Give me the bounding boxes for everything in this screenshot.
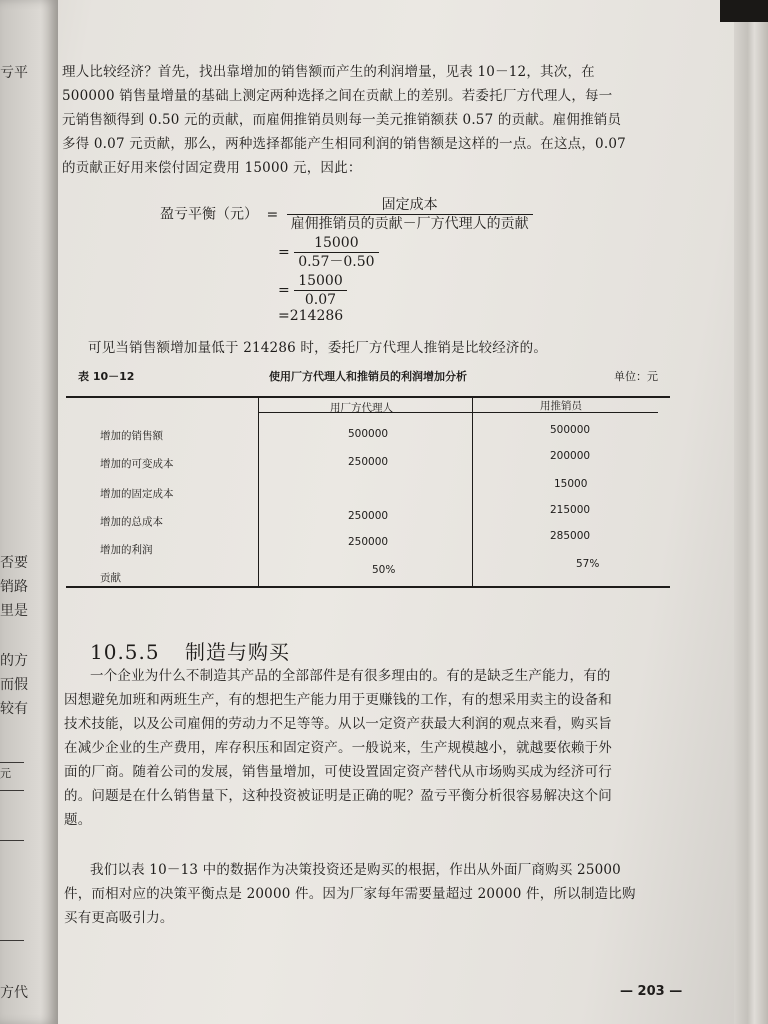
formula-fraction [294, 234, 378, 271]
cell-salesman: 57% [576, 558, 600, 570]
fraction-denominator: 0.07 [304, 292, 337, 308]
left-rule [0, 790, 24, 791]
text-line: 件，而相对应的决策平衡点是 20000 件。因为厂家每年需要量超过 20000 件，所以制造比购 [64, 886, 636, 902]
left-fragment: 否要 [0, 555, 28, 571]
formula-equals: = [278, 282, 290, 299]
text-line: 在减少企业的生产费用，库存积压和固定资产。一般说来，生产规模越小，就越要依赖于外 [64, 740, 612, 756]
text-line: 因想避免加班和两班生产，有的想把生产能力用于更赚钱的工作，有的想采用卖主的设备和 [64, 692, 612, 708]
table-unit: 单位：元 [614, 370, 658, 383]
cell-salesman: 15000 [554, 478, 588, 490]
text-line: 买有更高吸引力。 [64, 910, 174, 926]
table-header-salesman: 用推销员 [540, 400, 582, 412]
cell-agent: 250000 [348, 510, 389, 522]
cell-agent: 250000 [348, 536, 389, 548]
row-label: 增加的固定成本 [100, 488, 174, 500]
table-header-rule [258, 412, 658, 413]
cell-salesman: 200000 [550, 450, 591, 462]
cell-salesman: 500000 [550, 424, 591, 436]
left-rule [0, 940, 24, 941]
left-fragment: 的方 [0, 653, 28, 669]
fraction-denominator: 0.57－0.50 [298, 254, 375, 270]
text-line: 面的厂商。随着公司的发展，销售量增加，可使设置固定资产替代从市场购买成为经济可行 [64, 764, 612, 780]
left-fragment: 方代 [0, 985, 28, 1001]
formula-lhs: 盈亏平衡（元） [160, 206, 258, 223]
cell-agent: 50% [372, 564, 396, 576]
paragraph-intro [62, 60, 698, 180]
conclusion-line [88, 336, 724, 360]
left-rule [0, 840, 24, 841]
text-line: 元销售额得到 0.50 元的贡献，而雇佣推销员则每一美元推销额获 0.57 的贡献。雇佣推销员 [62, 112, 622, 128]
text-line: 多得 0.07 元贡献，那么，两种选择都能产生相同利润的销售额是这样的一点。在这点，0.07 [62, 136, 626, 152]
formula-fraction [294, 272, 347, 309]
fraction-numerator: 15000 [294, 234, 378, 253]
fraction-numerator: 15000 [294, 272, 347, 291]
cell-agent: 500000 [348, 428, 389, 440]
left-fragment: 里是 [0, 603, 28, 619]
text-line: 题。 [64, 812, 92, 828]
page-number: — 203 — [620, 984, 683, 999]
cell-salesman: 215000 [550, 504, 591, 516]
left-fragment: 元 [0, 767, 11, 780]
fraction-denominator: 雇佣推销员的贡献－厂方代理人的贡献 [290, 216, 529, 232]
row-label: 增加的总成本 [100, 516, 163, 528]
table-col-divider [258, 396, 259, 588]
formula-fraction [287, 196, 533, 233]
text-line: 一个企业为什么不制造其产品的全部部件是有很多理由的。有的是缺乏生产能力，有的 [90, 668, 611, 684]
text-line: 的贡献正好用来偿付固定费用 15000 元，因此： [62, 160, 362, 176]
text-line: 理人比较经济？首先，找出靠增加的销售额而产生的利润增量，见表 10－12，其次，在 [62, 64, 595, 80]
table-col-divider [472, 396, 473, 588]
table-header-agent: 用厂方代理人 [330, 402, 393, 414]
section-number: 10.5.5 [90, 640, 160, 664]
left-rule [0, 762, 24, 763]
formula-result: =214286 [278, 308, 344, 324]
facing-page-edge [0, 0, 58, 1024]
background-corner [720, 0, 768, 22]
page-stack-edge [734, 0, 768, 1024]
section-heading [90, 636, 290, 665]
paragraph-decision [64, 858, 704, 930]
paragraph-make-or-buy [64, 664, 704, 832]
formula-equals: = [278, 244, 290, 261]
cell-salesman: 285000 [550, 530, 591, 542]
text-line: 500000 销售量增量的基础上测定两种选择之间在贡献上的差别。若委托厂方代理人，每一 [62, 88, 613, 104]
left-fragment: 而假 [0, 677, 28, 693]
text-line: 可见当销售额增加量低于 214286 时，委托厂方代理人推销是比较经济的。 [88, 340, 548, 356]
formula-equals: = [266, 206, 279, 223]
row-label: 贡献 [100, 572, 121, 584]
section-title: 制造与购买 [184, 640, 290, 664]
text-line: 我们以表 10－13 中的数据作为决策投资还是购买的根据，作出从外面厂商购买 25000 [90, 862, 621, 878]
profit-table [66, 390, 670, 590]
row-label: 增加的利润 [100, 544, 153, 556]
text-line: 的。问题是在什么销售量下，这种投资被证明是正确的呢？盈亏平衡分析很容易解决这个问 [64, 788, 612, 804]
left-fragment: 亏平 [0, 65, 28, 81]
left-fragment: 销路 [0, 579, 28, 595]
row-label: 增加的销售额 [100, 430, 163, 442]
table-title: 使用厂方代理人和推销员的利润增加分析 [269, 370, 467, 383]
table-bottom-rule [66, 586, 670, 588]
cell-agent: 250000 [348, 456, 389, 468]
row-label: 增加的可变成本 [100, 458, 174, 470]
table-number: 表 10－12 [78, 370, 135, 383]
text-line: 技术技能，以及公司雇佣的劳动力不足等等。从以一定资产获最大利润的观点来看，购买旨 [64, 716, 612, 732]
fraction-numerator: 固定成本 [287, 196, 533, 215]
left-fragment: 较有 [0, 701, 28, 717]
